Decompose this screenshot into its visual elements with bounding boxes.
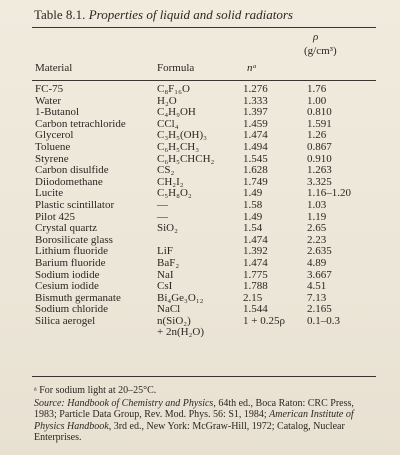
table-number: Table 8.1. (34, 7, 86, 22)
cell-material: Lucite (35, 187, 64, 200)
bottom-rule (32, 376, 376, 377)
cell-refractive-index: 1.494 (243, 140, 268, 153)
cell-material: Crystal quartz (35, 222, 98, 235)
cell-refractive-index: 1.545 (243, 152, 268, 165)
cell-refractive-index: 1.628 (243, 164, 268, 177)
cell-refractive-index: 1.749 (243, 175, 268, 188)
cell-density: 2.635 (307, 245, 332, 258)
table-row (0, 84, 400, 96)
cell-formula: — (157, 210, 168, 223)
cell-refractive-index: 1.397 (243, 106, 268, 119)
source-label: Source: (34, 397, 65, 409)
cell-density: 1.76 (307, 83, 327, 95)
header-density-unit: (g/cm³) (304, 45, 337, 57)
cell-formula: C₃H₅(OH)₃ (157, 129, 207, 142)
cell-material: Styrene (35, 152, 69, 165)
cell-refractive-index: 1.58 (243, 198, 263, 211)
cell-formula: Bi₄Ge₃O₁₂ (157, 291, 204, 304)
table-row (0, 142, 400, 154)
cell-formula: n(SiO₂) (157, 314, 191, 327)
cell-density: 2.65 (307, 222, 327, 235)
cell-formula: CCl₄ (157, 117, 179, 130)
cell-density: 3.325 (307, 175, 332, 188)
cell-density: 0.910 (307, 152, 332, 165)
source-ref-2: , 64th ed., Boca Raton: CRC Press, 1983; Particle Data Group, Rev. Mod. Phys. 56: S1, 1984; (34, 397, 354, 420)
cell-refractive-index: 1.474 (243, 256, 268, 269)
cell-formula: + 2n(H₂O) (157, 326, 205, 339)
source-ref-4: , 3rd ed., New York: McGraw-Hill, 1972; Catalog, Nuclear Enterprises. (34, 420, 345, 443)
cell-material: Sodium iodide (35, 268, 100, 281)
cell-material: Borosilicate glass (35, 233, 113, 246)
table-row (0, 327, 400, 339)
cell-refractive-index: 1.333 (243, 94, 268, 107)
cell-refractive-index: 1.474 (243, 233, 268, 246)
table-caption: Properties of liquid and solid radiators (88, 7, 293, 22)
cell-material: 1-Butanol (35, 106, 79, 119)
cell-refractive-index: 1.49 (243, 210, 263, 223)
cell-density: 0.867 (307, 140, 332, 153)
cell-refractive-index: 1.775 (243, 268, 268, 281)
header-rule (32, 80, 376, 81)
cell-refractive-index: 1 + 0.25ρ (243, 314, 285, 327)
cell-density: 1.03 (307, 198, 327, 211)
cell-density: 0.810 (307, 106, 332, 119)
cell-formula: C₆H₅CHCH₂ (157, 152, 215, 165)
table-row (0, 281, 400, 293)
cell-formula: CH₂I₂ (157, 175, 184, 188)
cell-refractive-index: 1.544 (243, 303, 268, 316)
cell-density: 7.13 (307, 291, 327, 304)
cell-refractive-index: 1.392 (243, 245, 268, 258)
cell-material: Diiodomethane (35, 175, 103, 188)
cell-material: FC-75 (35, 83, 64, 95)
cell-material: Toluene (35, 140, 71, 153)
cell-density: 1.00 (307, 94, 327, 107)
cell-formula: NaCl (157, 303, 181, 316)
cell-material: Glycerol (35, 129, 74, 142)
cell-formula: CsI (157, 280, 173, 293)
cell-density: 2.23 (307, 233, 327, 246)
header-material: Material (35, 62, 73, 74)
cell-density: 0.1–0.3 (307, 314, 340, 327)
cell-material: Pilot 425 (35, 210, 76, 223)
cell-material: Carbon disulfide (35, 164, 109, 177)
cell-refractive-index: 1.276 (243, 83, 268, 95)
cell-formula: C₅H₈O₂ (157, 187, 192, 200)
cell-density: 1.19 (307, 210, 327, 223)
cell-density: 3.667 (307, 268, 332, 281)
cell-refractive-index: 1.788 (243, 280, 268, 293)
cell-formula: C₈F₁₆O (157, 83, 190, 95)
cell-formula: NaI (157, 268, 174, 281)
cell-formula: C₄H₉OH (157, 106, 196, 119)
table-row (0, 200, 400, 212)
cell-formula: — (157, 198, 168, 211)
footnote: ᵃ For sodium light at 20–25°C. (34, 385, 157, 396)
table-row (0, 258, 400, 270)
cell-material: Sodium chloride (35, 303, 109, 316)
cell-refractive-index: 2.15 (243, 291, 263, 304)
cell-refractive-index: 1.54 (243, 222, 263, 235)
top-rule (32, 27, 376, 28)
cell-density: 4.51 (307, 280, 327, 293)
cell-material: Plastic scintillator (35, 198, 115, 211)
cell-density: 1.26 (307, 129, 327, 142)
cell-refractive-index: 1.49 (243, 187, 263, 200)
source-note (34, 398, 379, 444)
cell-refractive-index: 1.474 (243, 129, 268, 142)
cell-formula: SiO₂ (157, 222, 178, 235)
cell-material: Barium fluoride (35, 256, 106, 269)
header-n: nᵃ (247, 62, 257, 74)
cell-density: 1.16–1.20 (307, 187, 351, 200)
cell-material: Water (35, 94, 61, 107)
cell-density: 2.165 (307, 303, 332, 316)
table-row (0, 165, 400, 177)
cell-material: Cesium iodide (35, 280, 99, 293)
cell-material: Bismuth germanate (35, 291, 121, 304)
rho-symbol: ρ (313, 31, 319, 43)
cell-refractive-index: 1.459 (243, 117, 268, 130)
table-row (0, 223, 400, 235)
cell-density: 1.591 (307, 117, 332, 130)
table-notes (34, 385, 379, 444)
cell-formula: C₆H₅CH₃ (157, 140, 200, 153)
cell-formula: H₂O (157, 94, 177, 107)
table-body (0, 84, 400, 339)
cell-formula: CS₂ (157, 164, 175, 177)
header-formula: Formula (157, 62, 195, 74)
cell-density: 4.89 (307, 256, 327, 269)
table-title (34, 7, 293, 23)
cell-formula: BaF₂ (157, 256, 180, 269)
cell-material: Carbon tetrachloride (35, 117, 126, 130)
cell-material: Lithium fluoride (35, 245, 109, 258)
source-ref-1: Handbook of Chemistry and Physics (67, 397, 214, 409)
cell-material: Silica aerogel (35, 314, 96, 327)
source-ref-3: American Institute of Physics Handbook (34, 409, 354, 432)
cell-formula: LiF (157, 245, 173, 258)
cell-density: 1.263 (307, 164, 332, 177)
